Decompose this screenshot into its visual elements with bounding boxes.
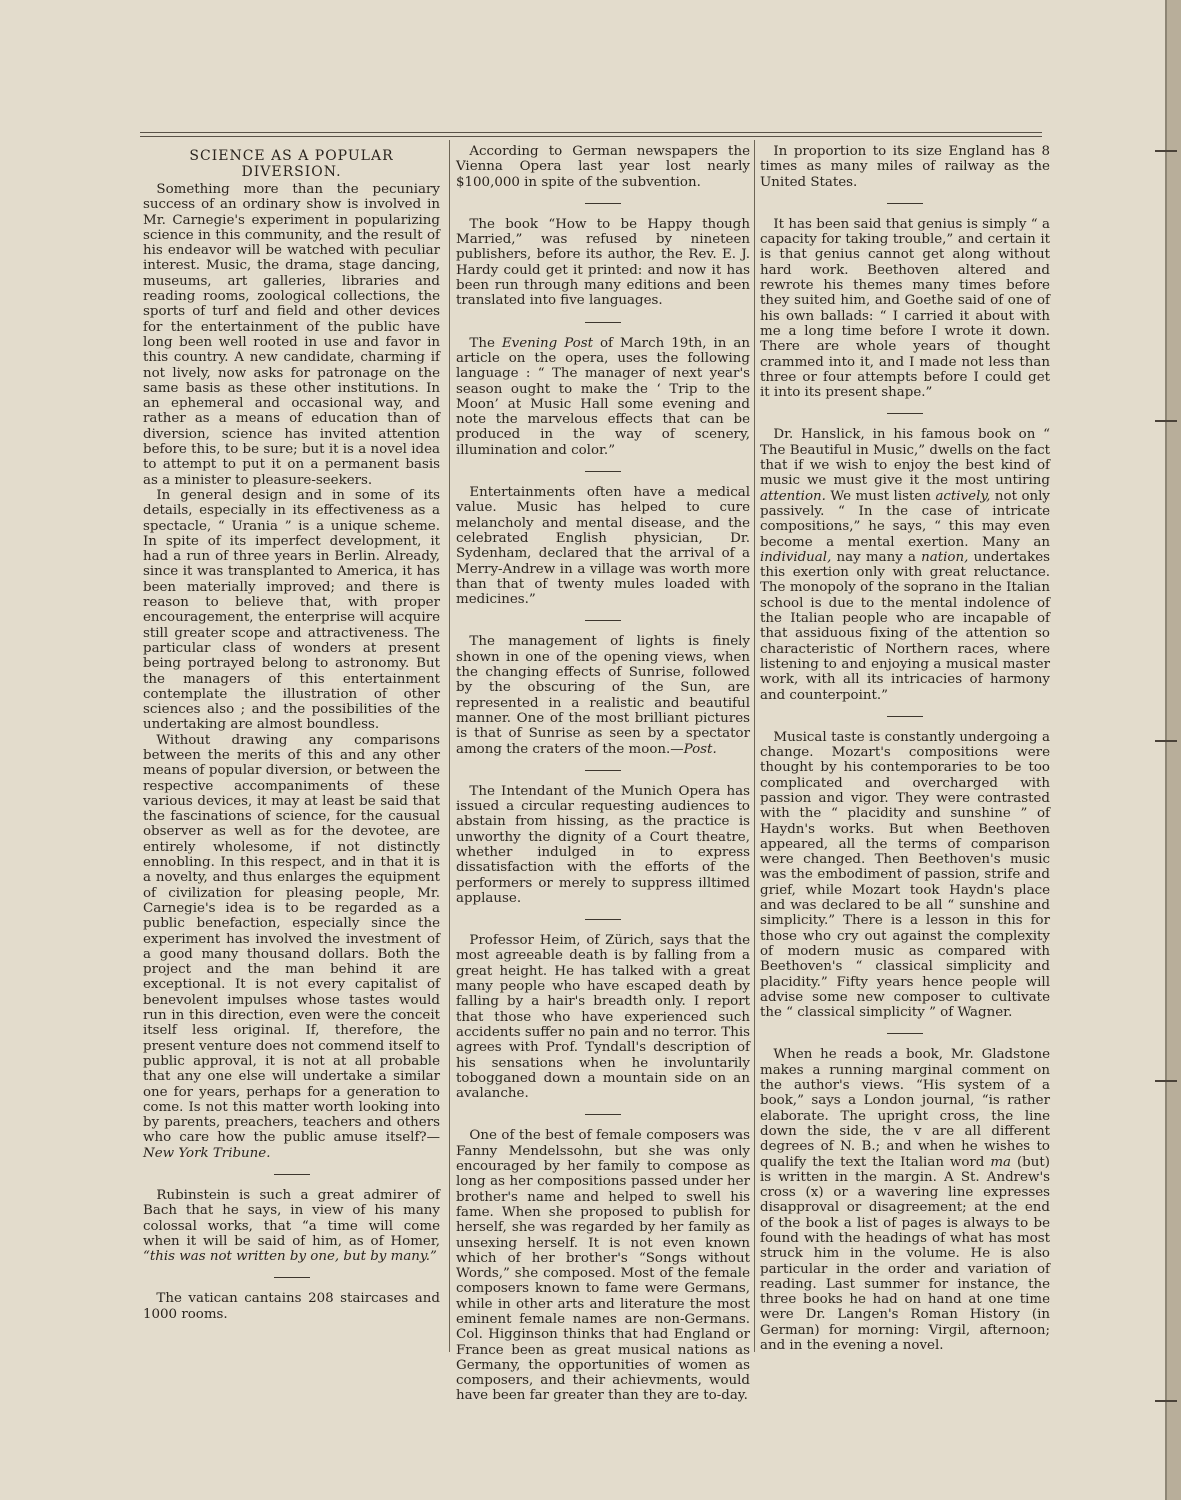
- article-paragraph: Something more than the pecuniary success of an ordinary show is involved in Mr. Carnegie's experiment in popularizing science in this community, and the result of his endeavor will be watched with peculiar interest. Music, the drama, stage dancing, museums, art galleries, libraries and reading rooms, zoological collections, the sports of turf and field and other devices for the entertainment of the public have long been well rooted in use and favor in this country. A new candidate, charming if not lively, now asks for patronage on the same basis as these other institutions. In an ephemeral and occasional way, and rather as a means of education than of diversion, science has invited attention before this, to be sure; but it is a novel idea to attempt to put it on a permanent basis as a minister to pleasure-seekers.: [143, 182, 440, 488]
- article-paragraph: Rubinstein is such a great admirer of Bach that he says, in view of his many colossal works, that “a time will come when it will be said of him, as of Homer, “this was not written by one, but by many.”: [143, 1188, 440, 1265]
- article-paragraph: One of the best of female composers was Fanny Mendelssohn, but she was only encouraged by her family to compose as long as her compositions passed under her brother's name and helped to swell his fame. When she proposed to publish for herself, she was regarded by her family as unsexing herself. It is not even known which of her brother's “Songs without Words,” she composed. Most of the female composers known to fame were Germans, while in other arts and literature the most eminent female names are non-Germans. Col. Higginson thinks that had England or France been as great musical nations as Germany, the opportunities of women as composers, and their achievments, would have been far greater than they are to-day.: [456, 1128, 750, 1404]
- article-paragraph: Professor Heim, of Zürich, says that the most agreeable death is by falling from a great height. He has talked with a great many people who have escaped death by falling by a hair's breadth only. I report that those who have experienced such accidents suffer no pain and no terror. This agrees with Prof. Tyndall's description of his sensations when he involuntarily tobogganed down a mountain side on an avalanche.: [456, 933, 750, 1102]
- section-separator: [274, 1277, 310, 1278]
- article-headline: SCIENCE AS A POPULAR DIVERSION.: [189, 148, 394, 180]
- section-separator: [585, 322, 621, 323]
- source-attribution: Post.: [683, 741, 717, 757]
- section-separator: [585, 620, 621, 621]
- section-separator: [887, 413, 923, 414]
- edge-mark: [1155, 1400, 1177, 1402]
- section-separator: [585, 471, 621, 472]
- article-paragraph: The book “How to be Happy though Married,” was refused by nineteen publishers, before its author, the Rev. E. J. Hardy could get it printed: and now it has been run through many editions and been translated into five languages.: [456, 216, 750, 309]
- edge-mark: [1155, 740, 1177, 742]
- column-2: [456, 144, 750, 1404]
- article-paragraph: Entertainments often have a medical value. Music has helped to cure melancholy and mental disease, and the celebrated English physician, Dr. Sydenham, declared that the arrival of a Merry-Andrew in a village was worth more than that of twenty mules loaded with medicines.”: [456, 485, 750, 608]
- page-binding-edge: [1165, 0, 1181, 1500]
- article-paragraph: Dr. Hanslick, in his famous book on “ The Beautiful in Music,” dwells on the fact that if we wish to enjoy the best kind of music we must give it the most untiring attention. We must listen actively, not only passively. “ In the case of intricate compositions,” he says, “ this may even become a mental exertion. Many an individual, nay many a nation, undertakes this exertion only with great reluctance. The monopoly of the soprano in the Italian school is due to the mental indolence of the Italian people who are incapable of that assiduous fixing of the attention so characteristic of Northern races, where listening to and enjoying a musical master work, with all its intricacies of harmony and counterpoint.”: [760, 427, 1051, 703]
- column-3: [760, 144, 1050, 1353]
- header-double-rule: [140, 132, 1042, 137]
- article-paragraph: In proportion to its size England has 8 times as many miles of railway as the United States.: [760, 144, 1050, 190]
- section-separator: [274, 1174, 310, 1175]
- article-paragraph: The vatican cantains 208 staircases and 1000 rooms.: [143, 1291, 440, 1322]
- section-separator: [887, 1033, 923, 1034]
- section-separator: [887, 716, 923, 717]
- section-separator: [585, 770, 621, 771]
- source-attribution: New York Tribune.: [143, 1145, 271, 1161]
- column-divider: [754, 140, 755, 1352]
- edge-mark: [1155, 1080, 1177, 1082]
- article-paragraph: The Intendant of the Munich Opera has issued a circular requesting audiences to abstain from hissing, as the practice is unworthy the dignity of a Court theatre, whether indulged in to express dissatisfaction with the efforts of the performers or merely to suppress illtimed applause.: [456, 783, 750, 906]
- column-divider: [449, 140, 450, 1352]
- article-paragraph: The management of lights is finely shown in one of the opening views, when the changing effects of Sunrise, followed by the obscuring of the Sun, are represented in a realistic and beautiful manner. One of the most brilliant pictures is that of Sunrise as seen by a spectator among the craters of the moon.—Post.: [456, 634, 750, 757]
- section-separator: [585, 203, 621, 204]
- article-paragraph: In general design and in some of its details, especially in its effectiveness as a spectacle, “ Urania ” is a unique scheme. In spite of its imperfect development, it had a run of three years in Berlin. Already, since it was transplanted to America, it has been materially improved; and there is reason to believe that, with proper encouragement, the enterprise will acquire still greater scope and attractiveness. The particular class of wonders at present being portrayed belong to astronomy. But the managers of this entertainment contemplate the illustration of other sciences also ; and the possibilities of the undertaking are almost boundless.: [143, 487, 440, 733]
- column-1: [143, 144, 440, 1322]
- section-separator: [585, 1114, 621, 1115]
- article-paragraph: The Evening Post of March 19th, in an article on the opera, uses the following language : “ The manager of next year's season ought to make the ‘ Trip to the Moon’ at Music Hall some evening and note the marvelous effects that can be produced in the way of scenery, illumination and color.”: [456, 335, 750, 458]
- section-separator: [887, 203, 923, 204]
- edge-mark: [1155, 420, 1177, 422]
- article-paragraph: It has been said that genius is simply “ a capacity for taking trouble,” and certain it is that genius cannot get along without hard work. Beethoven altered and rewrote his themes many times before they suited him, and Goethe said of one of his own ballads: “ I carried it about with me a long time before I wrote it down. There are whole years of thought crammed into it, and I made not less than three or four attempts before I could get it into its present shape.”: [760, 216, 1050, 401]
- edge-mark: [1155, 150, 1177, 152]
- article-paragraph: When he reads a book, Mr. Gladstone makes a running marginal comment on the author's views. “His system of a book,” says a London journal, “is rather elaborate. The upright cross, the line down the side, the v are all different degrees of N. B.; and when he wishes to qualify the text the Italian word ma (but) is written in the margin. A St. Andrew's cross (x) or a wavering line expresses disapproval or disagreement; at the end of the book a list of pages is always to be found with the headings of what has most struck him in the volume. He is also particular in the order and variation of reading. Last summer for instance, the three books he had on hand at one time were Dr. Langen's Roman History (in German) for morning: Virgil, afternoon; and in the evening a novel.: [760, 1047, 1050, 1354]
- italic-title: Evening Post: [501, 335, 593, 351]
- article-paragraph: Musical taste is constantly undergoing a change. Mozart's compositions were thought by his contemporaries to be too complicated and overcharged with passion and vigor. They were contrasted with the “ placidity and sunshine ” of Haydn's works. But when Beethoven appeared, all the terms of comparison were changed. Then Beethoven's music was the embodiment of passion, strife and grief, while Mozart took Haydn's place and was declared to be all “ sunshine and simplicity.” There is a lesson in this for those who cry out against the complexity of modern music as compared with Beethoven's “ classical simplicity and placidity.” Fifty years hence people will advise some new composer to cultivate the “ classical simplicity ” of Wagner.: [760, 729, 1050, 1021]
- article-paragraph: According to German newspapers the Vienna Opera last year lost nearly $100,000 in spite of the subvention.: [456, 144, 750, 190]
- italic-quote: “this was not written by one, but by many.”: [143, 1249, 437, 1265]
- article-paragraph: Without drawing any comparisons between the merits of this and any other means of popular diversion, or between the respective accompaniments of these various devices, it may at least be said that the fascinations of science, for the causual observer as well as for the devotee, are entirely wholesome, if not distinctly ennobling. In this respect, and in that it is a novelty, and thus enlarges the equipment of civilization for pleasing people, Mr. Carnegie's idea is to be regarded as a public benefaction, especially since the experiment has involved the investment of a good many thousand dollars. Both the project and the man behind it are exceptional. It is not every capitalist of benevolent impulses whose tastes would run in this direction, even were the conceit itself less original. If, therefore, the present venture does not commend itself to public approval, it is not at all probable that any one else will undertake a similar one for years, perhaps for a generation to come. Is not this matter worth looking into by parents, preachers, teachers and others who care how the public amuse itself?—New York Tribune.: [143, 732, 440, 1161]
- section-separator: [585, 919, 621, 920]
